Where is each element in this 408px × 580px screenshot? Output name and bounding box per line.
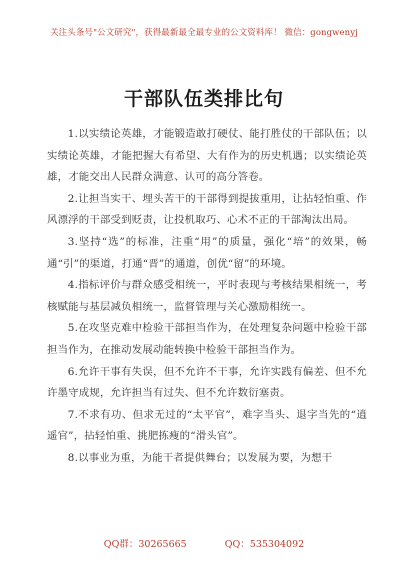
document-body xyxy=(47,124,367,470)
paragraph: 7.不求有功、但求无过的“太平官”，难字当头、退字当先的“逍遥官”，拈轻怕重、挑肥拣瘦的“滑头官”。 xyxy=(47,408,367,443)
paragraph: 4.指标评价与群众感受相统一，平时表现与考核结果相统一，考核赋能与基层减负相统一，监督管理与关心激励相统一。 xyxy=(47,279,367,313)
qq-number: QQ：535304092 xyxy=(224,539,305,550)
paragraph: 1.以实绩论英雄，才能锻造敢打硬仗、能打胜仗的干部队伍；以实绩论英雄，才能把握大有希望、大有作为的历史机遇；以实绩论英雄，才能交出人民群众满意、认可的高分答卷。 xyxy=(47,128,367,184)
paragraph: 2.让担当实干、埋头苦干的干部得到提拔重用，让拈轻怕重、作风漂浮的干部受到贬责，让投机取巧、心术不正的干部淘汰出局。 xyxy=(47,192,367,227)
footer-contact xyxy=(0,536,408,550)
paragraph: 5.在攻坚克难中检验干部担当作为，在处理复杂问题中检验干部担当作为，在推动发展动能转换中检验干部担当作为。 xyxy=(47,322,367,356)
paragraph: 8.以事业为重，为能干者提供舞台；以发展为要，为想干 xyxy=(67,451,333,464)
qq-group-number: QQ群：30265665 xyxy=(103,539,187,550)
promo-banner: 关注头条号"公文研究"，获得最新最全最专业的公文资料库！ 微信：gongwenyj xyxy=(50,28,358,38)
page-title: 干部队伍类排比句 xyxy=(123,88,284,110)
paragraph: 6.允许干事有失误，但不允许不干事，允许实践有偏差、但不允许墨守成规，允许担当有过失、但不允许数衍塞责。 xyxy=(47,365,367,400)
paragraph: 3.坚持“选”的标准，注重“用”的质量，强化“培”的效果，畅通“引”的渠道，打通“晋”的通道，创优“留”的环境。 xyxy=(47,235,367,270)
